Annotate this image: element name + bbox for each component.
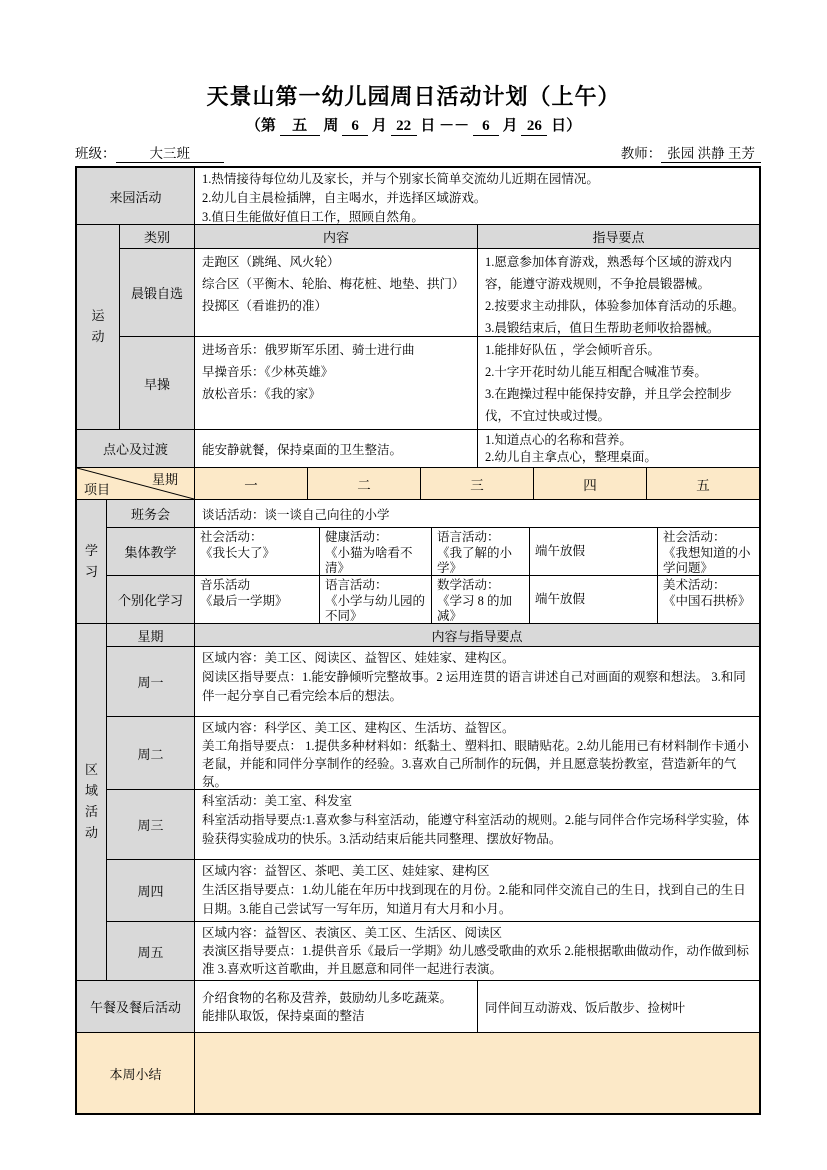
region-label-fri: 周五 — [107, 922, 195, 980]
group-teaching-row — [107, 528, 759, 576]
class-meeting-row — [107, 500, 759, 528]
individual-learning-tue: 语言活动： 《小学与幼儿园的不同》 — [320, 576, 432, 623]
week-date-line: （第 五 周 6 月 22 日 －－ 6 月 26 日） — [0, 114, 827, 136]
class-meeting-label: 班务会 — [107, 500, 195, 527]
snack-row — [77, 430, 759, 468]
group-teaching-thu: 端午放假 — [530, 528, 658, 575]
corner-weekday-label: 星期 — [151, 472, 178, 487]
class-field — [75, 142, 224, 163]
group-teaching-label: 集体教学 — [107, 528, 195, 575]
lunch-row — [77, 981, 759, 1033]
arrival-label: 来园活动 — [77, 168, 195, 224]
region-label-wed: 周三 — [107, 790, 195, 859]
learning-section — [77, 500, 759, 624]
morning-exercise-points: 1.愿意参加体育游戏，熟悉每个区域的游戏内容，能遵守游戏规则，不争抢晨锻器械。 2.按要求主动排队，体验参加体育活动的乐趣。 3.晨锻结束后，值日生帮助老师收拾器械。 — [485, 255, 745, 335]
teacher-label: 教师： — [620, 146, 662, 161]
region-row-thu — [107, 860, 759, 922]
snack-points: 1.知道点心的名称和营养。 2.幼儿自主拿点心，整理桌面。 — [485, 432, 657, 464]
teacher-value: 张园 洪静 王芳 — [661, 142, 761, 163]
group-teaching-wed: 语言活动： 《我了解的小学》 — [432, 528, 530, 575]
day-header-fri: 五 — [647, 468, 759, 499]
group-teaching-fri: 社会活动： 《我想知道的小学问题》 — [663, 530, 751, 575]
subtitle-text: （第 — [245, 118, 276, 134]
snack-label: 点心及过渡 — [77, 430, 195, 467]
sports-section — [77, 225, 759, 430]
class-label: 班级： — [75, 146, 116, 161]
weekday-header-row — [77, 468, 759, 500]
corner-item-label: 项目 — [84, 482, 111, 497]
start-day-blank: 22 — [391, 118, 417, 136]
category-header: 类别 — [120, 225, 195, 248]
region-content-mon: 区域内容：美工区、阅读区、益智区、娃娃家、建构区。 阅读区指导要点：1.能安静倾听完整故事。2 运用连贯的语言讲述自己对画面的观察和想法。 3.和同伴一起分享自己看完绘本后的想法。 — [202, 651, 746, 703]
region-content-wed: 科室活动：美工室、科发室 科室活动指导要点:1.喜欢参与科室活动，能遵守科室活动的规则。2.能与同伴合作完场科学实验，体验获得实验成功的快乐。3.活动结束后能共同整理、摆放好物品。 — [202, 794, 750, 846]
morning-gym-points: 1.能排好队伍 ，学会倾听音乐。 2.十字开花时幼儿能互相配合喊准节奏。 3.在跑操过程中能保持安静，并且学会控制步伐，不宜过快或过慢。 — [485, 343, 732, 423]
region-content-thu: 区域内容：益智区、茶吧、美工区、娃娃家、建构区 生活区指导要点：1.幼儿能在年历中找到现在的月份。2.能和同伴交流自己的生日，找到自己的生日日期。3.能自己尝试写一写年历，知道月有大月和小月。 — [202, 864, 746, 916]
region-weekday-header: 星期 — [107, 624, 195, 646]
summary-label: 本周小结 — [77, 1033, 195, 1113]
day-header-wed: 三 — [421, 468, 534, 499]
group-teaching-mon: 社会活动： 《我长大了》 — [195, 528, 320, 575]
lunch-label: 午餐及餐后活动 — [77, 981, 195, 1032]
region-row-tue — [107, 717, 759, 790]
learning-label: 学习 — [77, 500, 107, 623]
week-number-blank: 五 — [280, 114, 320, 136]
class-value: 大三班 — [116, 142, 225, 163]
morning-gym-row — [120, 337, 759, 429]
lunch-content: 介绍食物的名称及营养，鼓励幼儿多吃蔬菜。 能排队取饭，保持桌面的整洁 — [195, 981, 478, 1032]
morning-exercise-row — [120, 249, 759, 337]
individual-learning-fri: 美术活动： 《中国石拱桥》 — [663, 578, 751, 608]
morning-exercise-content: 走跑区（跳绳、风火轮） 综合区（平衡木、轮胎、梅花桩、地垫、拱门） 投掷区（看谁扔的准） — [195, 249, 478, 336]
region-activity-label: 区域活动 — [77, 624, 107, 980]
region-content-header: 内容与指导要点 — [195, 624, 759, 646]
region-header-row — [107, 624, 759, 647]
morning-gym-label: 早操 — [120, 337, 195, 429]
corner-cell — [77, 468, 195, 499]
group-teaching-tue: 健康活动： 《小猫为啥看不清》 — [320, 528, 432, 575]
content-header: 内容 — [195, 225, 478, 248]
region-activity-section — [77, 624, 759, 981]
region-label-tue: 周二 — [107, 717, 195, 789]
day-header-mon: 一 — [195, 468, 308, 499]
date-dash: －－ — [439, 118, 470, 134]
individual-learning-row — [107, 576, 759, 623]
region-label-thu: 周四 — [107, 860, 195, 921]
snack-content: 能安静就餐，保持桌面的卫生整洁。 — [195, 430, 478, 467]
teacher-field — [621, 142, 761, 163]
weekly-plan-table — [75, 166, 761, 1115]
class-meeting-content: 谈话活动：谈一谈自己向往的小学 — [202, 507, 390, 522]
sports-label: 运动 — [77, 225, 120, 429]
arrival-row — [77, 168, 759, 225]
points-header: 指导要点 — [478, 225, 759, 248]
individual-learning-mon: 音乐活动 《最后一学期》 — [195, 576, 320, 623]
start-month-blank: 6 — [342, 118, 368, 136]
region-row-fri — [107, 922, 759, 980]
region-row-mon — [107, 647, 759, 717]
lunch-points: 同伴间互动游戏、饭后散步、捡树叶 — [485, 1000, 686, 1015]
individual-learning-thu: 端午放假 — [530, 576, 658, 623]
individual-learning-label: 个别化学习 — [107, 576, 195, 623]
region-row-wed — [107, 790, 759, 860]
end-month-blank: 6 — [473, 118, 499, 136]
sports-header-row — [120, 225, 759, 249]
meta-line — [75, 142, 761, 163]
morning-exercise-label: 晨锻自选 — [120, 249, 195, 336]
individual-learning-wed: 数学活动： 《学习 8 的加减》 — [432, 576, 530, 623]
arrival-content: 1.热情接待每位幼儿及家长，并与个别家长简单交流幼儿近期在园情况。 2.幼儿自主晨检插牌，自主喝水，并选择区域游戏。 3.值日生能做好值日工作，照顾自然角。 — [202, 172, 599, 224]
summary-row — [77, 1033, 759, 1113]
morning-gym-content: 进场音乐：俄罗斯军乐团、骑士进行曲 早操音乐：《少林英雄》 放松音乐：《我的家》 — [195, 337, 478, 429]
end-day-blank: 26 — [521, 118, 547, 136]
region-label-mon: 周一 — [107, 647, 195, 716]
day-header-thu: 四 — [534, 468, 647, 499]
region-content-fri: 区域内容：益智区、表演区、美工区、生活区、阅读区 表演区指导要点：1.提供音乐《最后一学期》幼儿感受歌曲的欢乐 2.能根据歌曲做动作，动作做到标准 3.喜欢听这首歌曲，并且愿意和同伴一起进行表演。 — [202, 926, 749, 976]
day-header-tue: 二 — [308, 468, 421, 499]
region-content-tue: 区域内容：科学区、美工区、建构区、生活坊、益智区。 美工角指导要点： 1.提供多种材料如：纸黏土、塑料扣、眼睛贴花。2.幼儿能用已有材料制作卡通小老鼠，并能和同伴分享制作的经验。3.喜欢自己所制作的玩偶，并且愿意装扮教室，营造新年的气氛。 — [202, 721, 749, 789]
summary-content — [195, 1033, 759, 1113]
page-title: 天景山第一幼儿园周日活动计划（上午） — [206, 84, 621, 109]
